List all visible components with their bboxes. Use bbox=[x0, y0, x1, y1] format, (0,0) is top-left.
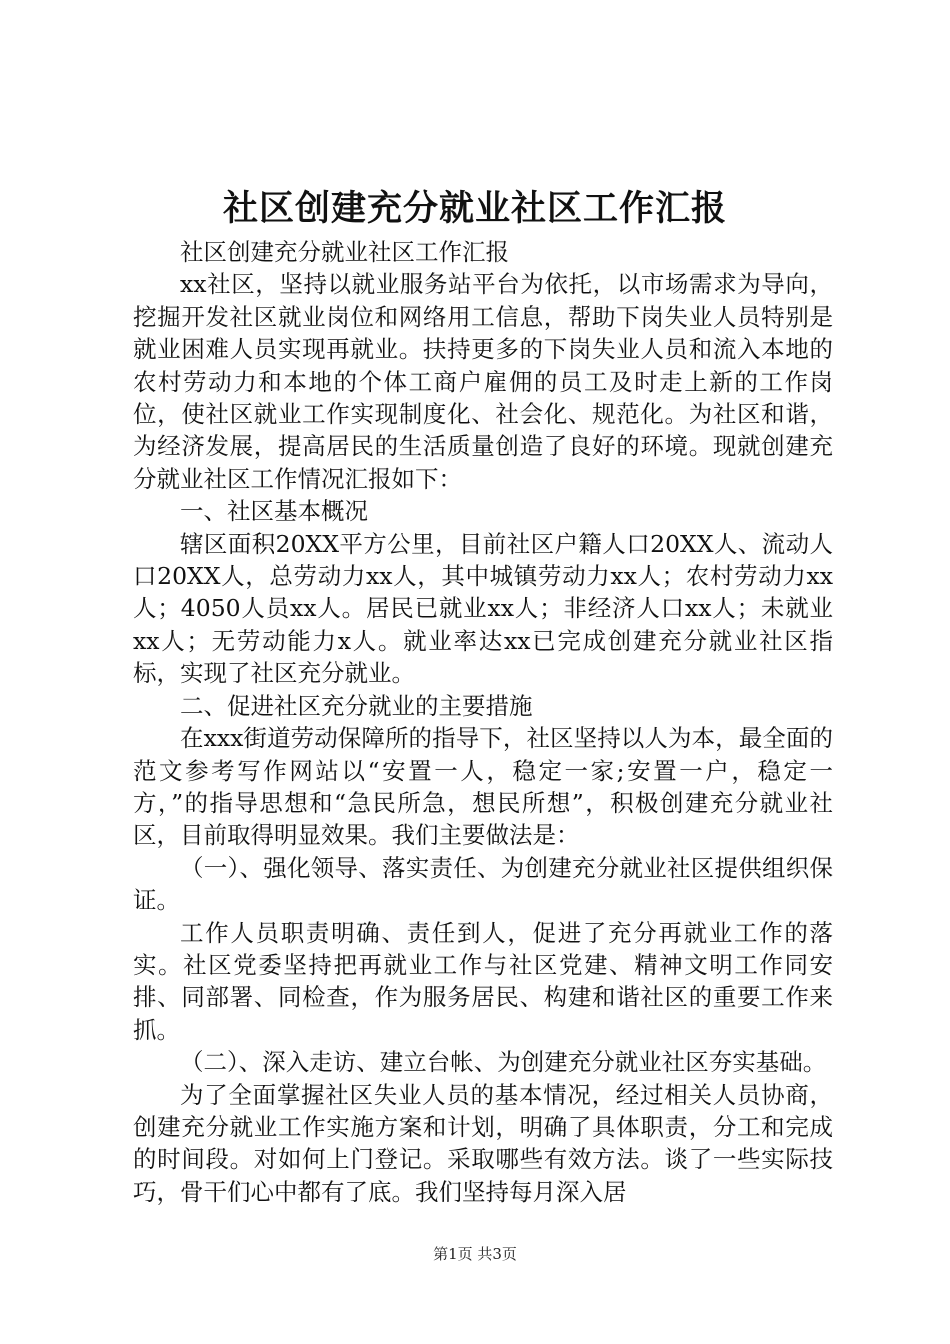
intro-paragraph: xx社区，坚持以就业服务站平台为依托，以市场需求为导向，挖掘开发社区就业岗位和网络用工信息，帮助下岗失业人员特别是就业困难人员实现再就业。扶持更多的下岗失业人员和流入本地的农村劳动力和本地的个体工商户雇佣的员工及时走上新的工作岗位，使社区就业工作实现制度化、社会化、规范化。为社区和谐，为经济发展，提高居民的生活质量创造了良好的环境。现就创建充分就业社区工作情况汇报如下： bbox=[133, 270, 833, 493]
survey-paragraph: 为了全面掌握社区失业人员的基本情况，经过相关人员协商，创建充分就业工作实施方案和计划，明确了具体职责，分工和完成的时间段。对如何上门登记。采取哪些有效方法。谈了一些实际技巧，骨干们心中都有了底。我们坚持每月深入居 bbox=[133, 1080, 833, 1206]
document-title: 社区创建充分就业社区工作汇报 bbox=[222, 188, 727, 229]
page-footer: 第1页 共3页 bbox=[433, 1245, 517, 1263]
document-body bbox=[133, 236, 833, 1208]
subtitle-paragraph: 社区创建充分就业社区工作汇报 bbox=[180, 238, 509, 266]
overview-paragraph: 辖区面积20XX平方公里，目前社区户籍人口20XX人、流动人口20XX人，总劳动力xx人，其中城镇劳动力xx人；农村劳动力xx人；4050人员xx人。居民已就业xx人；非经济人口xx人；未就业xx人；无劳动能力x人。就业率达xx已完成创建充分就业社区指标，实现了社区充分就业。 bbox=[133, 529, 833, 688]
measures-paragraph: 在xxx街道劳动保障所的指导下，社区坚持以人为本，最全面的范文参考写作网站以“安置一人，稳定一家;安置一户，稳定一方，”的指导思想和“急民所急，想民所想”，积极创建充分就业社区，目前取得明显效果。我们主要做法是： bbox=[133, 724, 833, 850]
subsection-heading-1: （一）、强化领导、落实责任、为创建充分就业社区提供组织保证。 bbox=[133, 853, 833, 915]
responsibility-paragraph: 工作人员职责明确、责任到人，促进了充分再就业工作的落实。社区党委坚持把再就业工作与社区党建、精神文明工作同安排、同部署、同检查，作为服务居民、构建和谐社区的重要工作来抓。 bbox=[133, 918, 833, 1044]
section-heading-2: 二、促进社区充分就业的主要措施 bbox=[180, 691, 533, 720]
subsection-heading-2: （二）、深入走访、建立台帐、为创建充分就业社区夯实基础。 bbox=[180, 1048, 827, 1077]
section-heading-1: 一、社区基本概况 bbox=[180, 497, 368, 526]
